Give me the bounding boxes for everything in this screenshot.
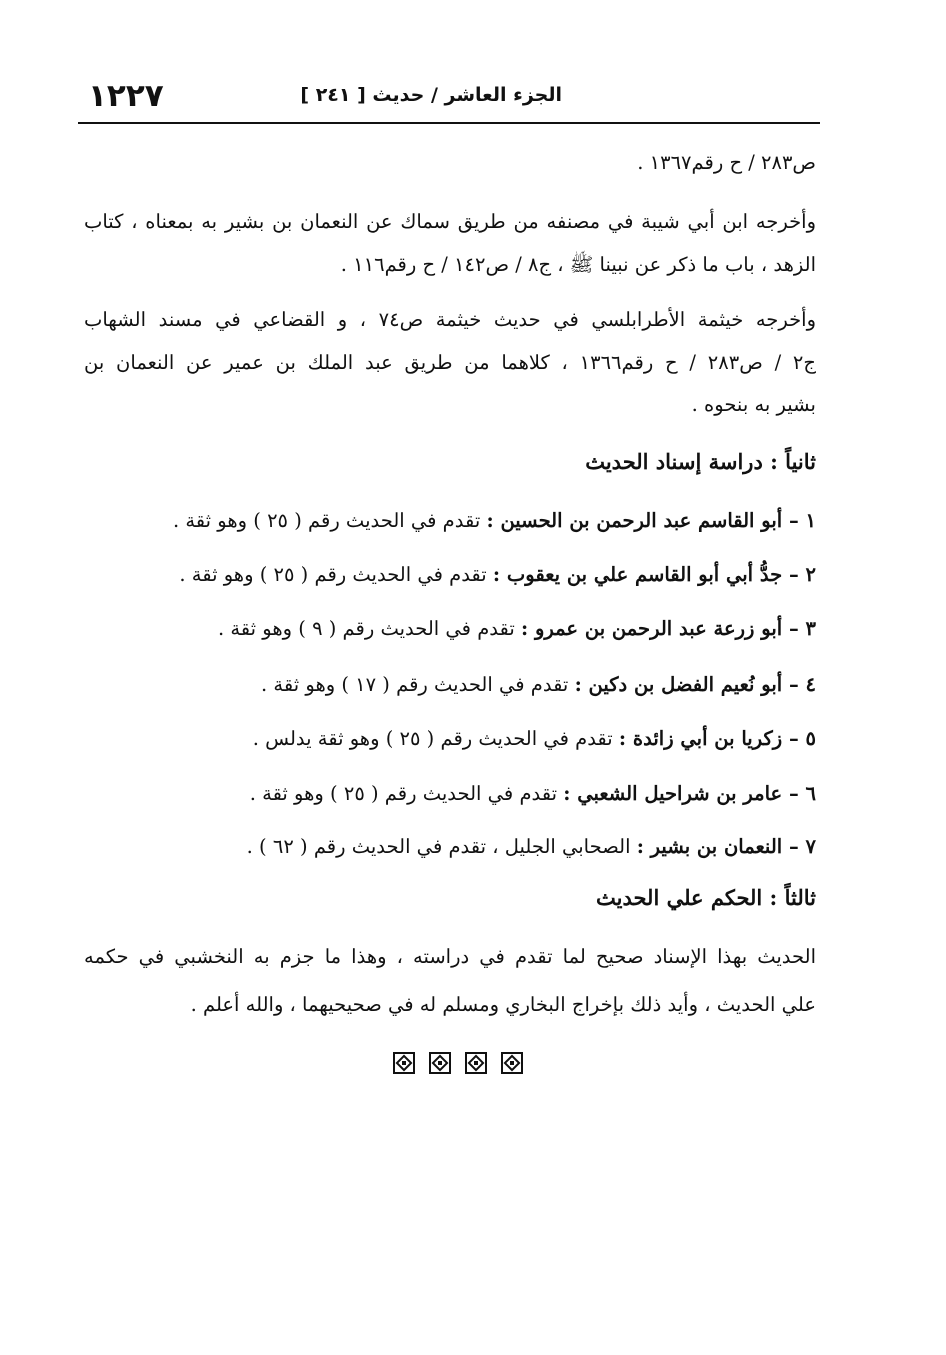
ornament-icon: [465, 1052, 487, 1074]
narrator-line: [253, 725, 816, 753]
section-heading: ثالثاً : الحكم علي الحديث: [596, 885, 816, 910]
verdict-line: الحديث بهذا الإسناد صحيح لما تقدم في دراسته ، وهذا ما جزم به النخشبي في حكمه: [84, 945, 816, 968]
body-line: بشير به بنحوه .: [691, 393, 816, 416]
body-line: ج٢ / ص٢٨٣ / ح رقم١٣٦٦ ، كلاهما من طريق عبد الملك بن عمير عن النعمان بن: [84, 351, 816, 374]
narrator-line: [173, 507, 816, 535]
page-number: ١٢٢٧: [88, 78, 164, 114]
narrator-name: ٢ – جدُّ أبي أبو القاسم علي بن يعقوب :: [492, 563, 816, 586]
narrator-name: ٧ – النعمان بن بشير :: [636, 835, 816, 858]
narrator-line: [250, 780, 816, 808]
body-line: وأخرجه ابن أبي شيبة في مصنفه من طريق سماك عن النعمان بن بشير به بمعناه ، كتاب: [84, 210, 816, 233]
narrator-note: تقدم في الحديث رقم ( ٢٥ ) وهو ثقة .: [172, 509, 481, 532]
narrator-name: ٦ – عامر بن شراحيل الشعبي :: [563, 782, 816, 805]
narrator-note: تقدم في الحديث رقم ( ٢٥ ) وهو ثقة .: [249, 782, 558, 805]
narrator-note: تقدم في الحديث رقم ( ٢٥ ) وهو ثقة يدلس .: [252, 727, 613, 750]
narrator-line: [218, 615, 816, 643]
running-title: الجزء العاشر / حديث [ ٢٤١ ]: [300, 84, 562, 106]
narrator-name: ١ – أبو القاسم عبد الرحمن بن الحسين :: [486, 509, 816, 532]
section-heading: ثانياً : دراسة إسناد الحديث: [585, 449, 816, 474]
body-line: وأخرجه خيثمة الأطرابلسي في حديث خيثمة ص٧٤ ، و القضاعي في مسند الشهاب: [84, 308, 816, 331]
narrator-note: تقدم في الحديث رقم ( ١٧ ) وهو ثقة .: [261, 673, 569, 696]
end-ornaments: [393, 1052, 523, 1074]
header-rule: [78, 122, 820, 124]
narrator-note: الصحابي الجليل ، تقدم في الحديث رقم ( ٦٢ ) .: [246, 835, 631, 858]
ornament-icon: [501, 1052, 523, 1074]
narrator-note: تقدم في الحديث رقم ( ٩ ) وهو ثقة .: [217, 617, 515, 640]
narrator-name: ٤ – أبو نُعيم الفضل بن دكين :: [574, 673, 816, 696]
narrator-line: [179, 561, 816, 589]
narrator-line: [247, 833, 816, 861]
verdict-line: علي الحديث ، وأيد ذلك بإخراج البخاري ومسلم له في صحيحيهما ، والله أعلم .: [190, 993, 816, 1016]
ornament-icon: [393, 1052, 415, 1074]
narrator-note: تقدم في الحديث رقم ( ٢٥ ) وهو ثقة .: [179, 563, 487, 586]
narrator-name: ٥ – زكريا بن أبي زائدة :: [618, 727, 816, 750]
body-line: ص٢٨٣ / ح رقم١٣٦٧ .: [637, 151, 816, 174]
body-line: الزهد ، باب ما ذكر عن نبينا ﷺ ، ج٨ / ص١٤٢ / ح رقم١١٦ .: [340, 253, 816, 276]
narrator-line: [261, 671, 816, 699]
ornament-icon: [429, 1052, 451, 1074]
narrator-name: ٣ – أبو زرعة عبد الرحمن بن عمرو :: [521, 617, 816, 640]
